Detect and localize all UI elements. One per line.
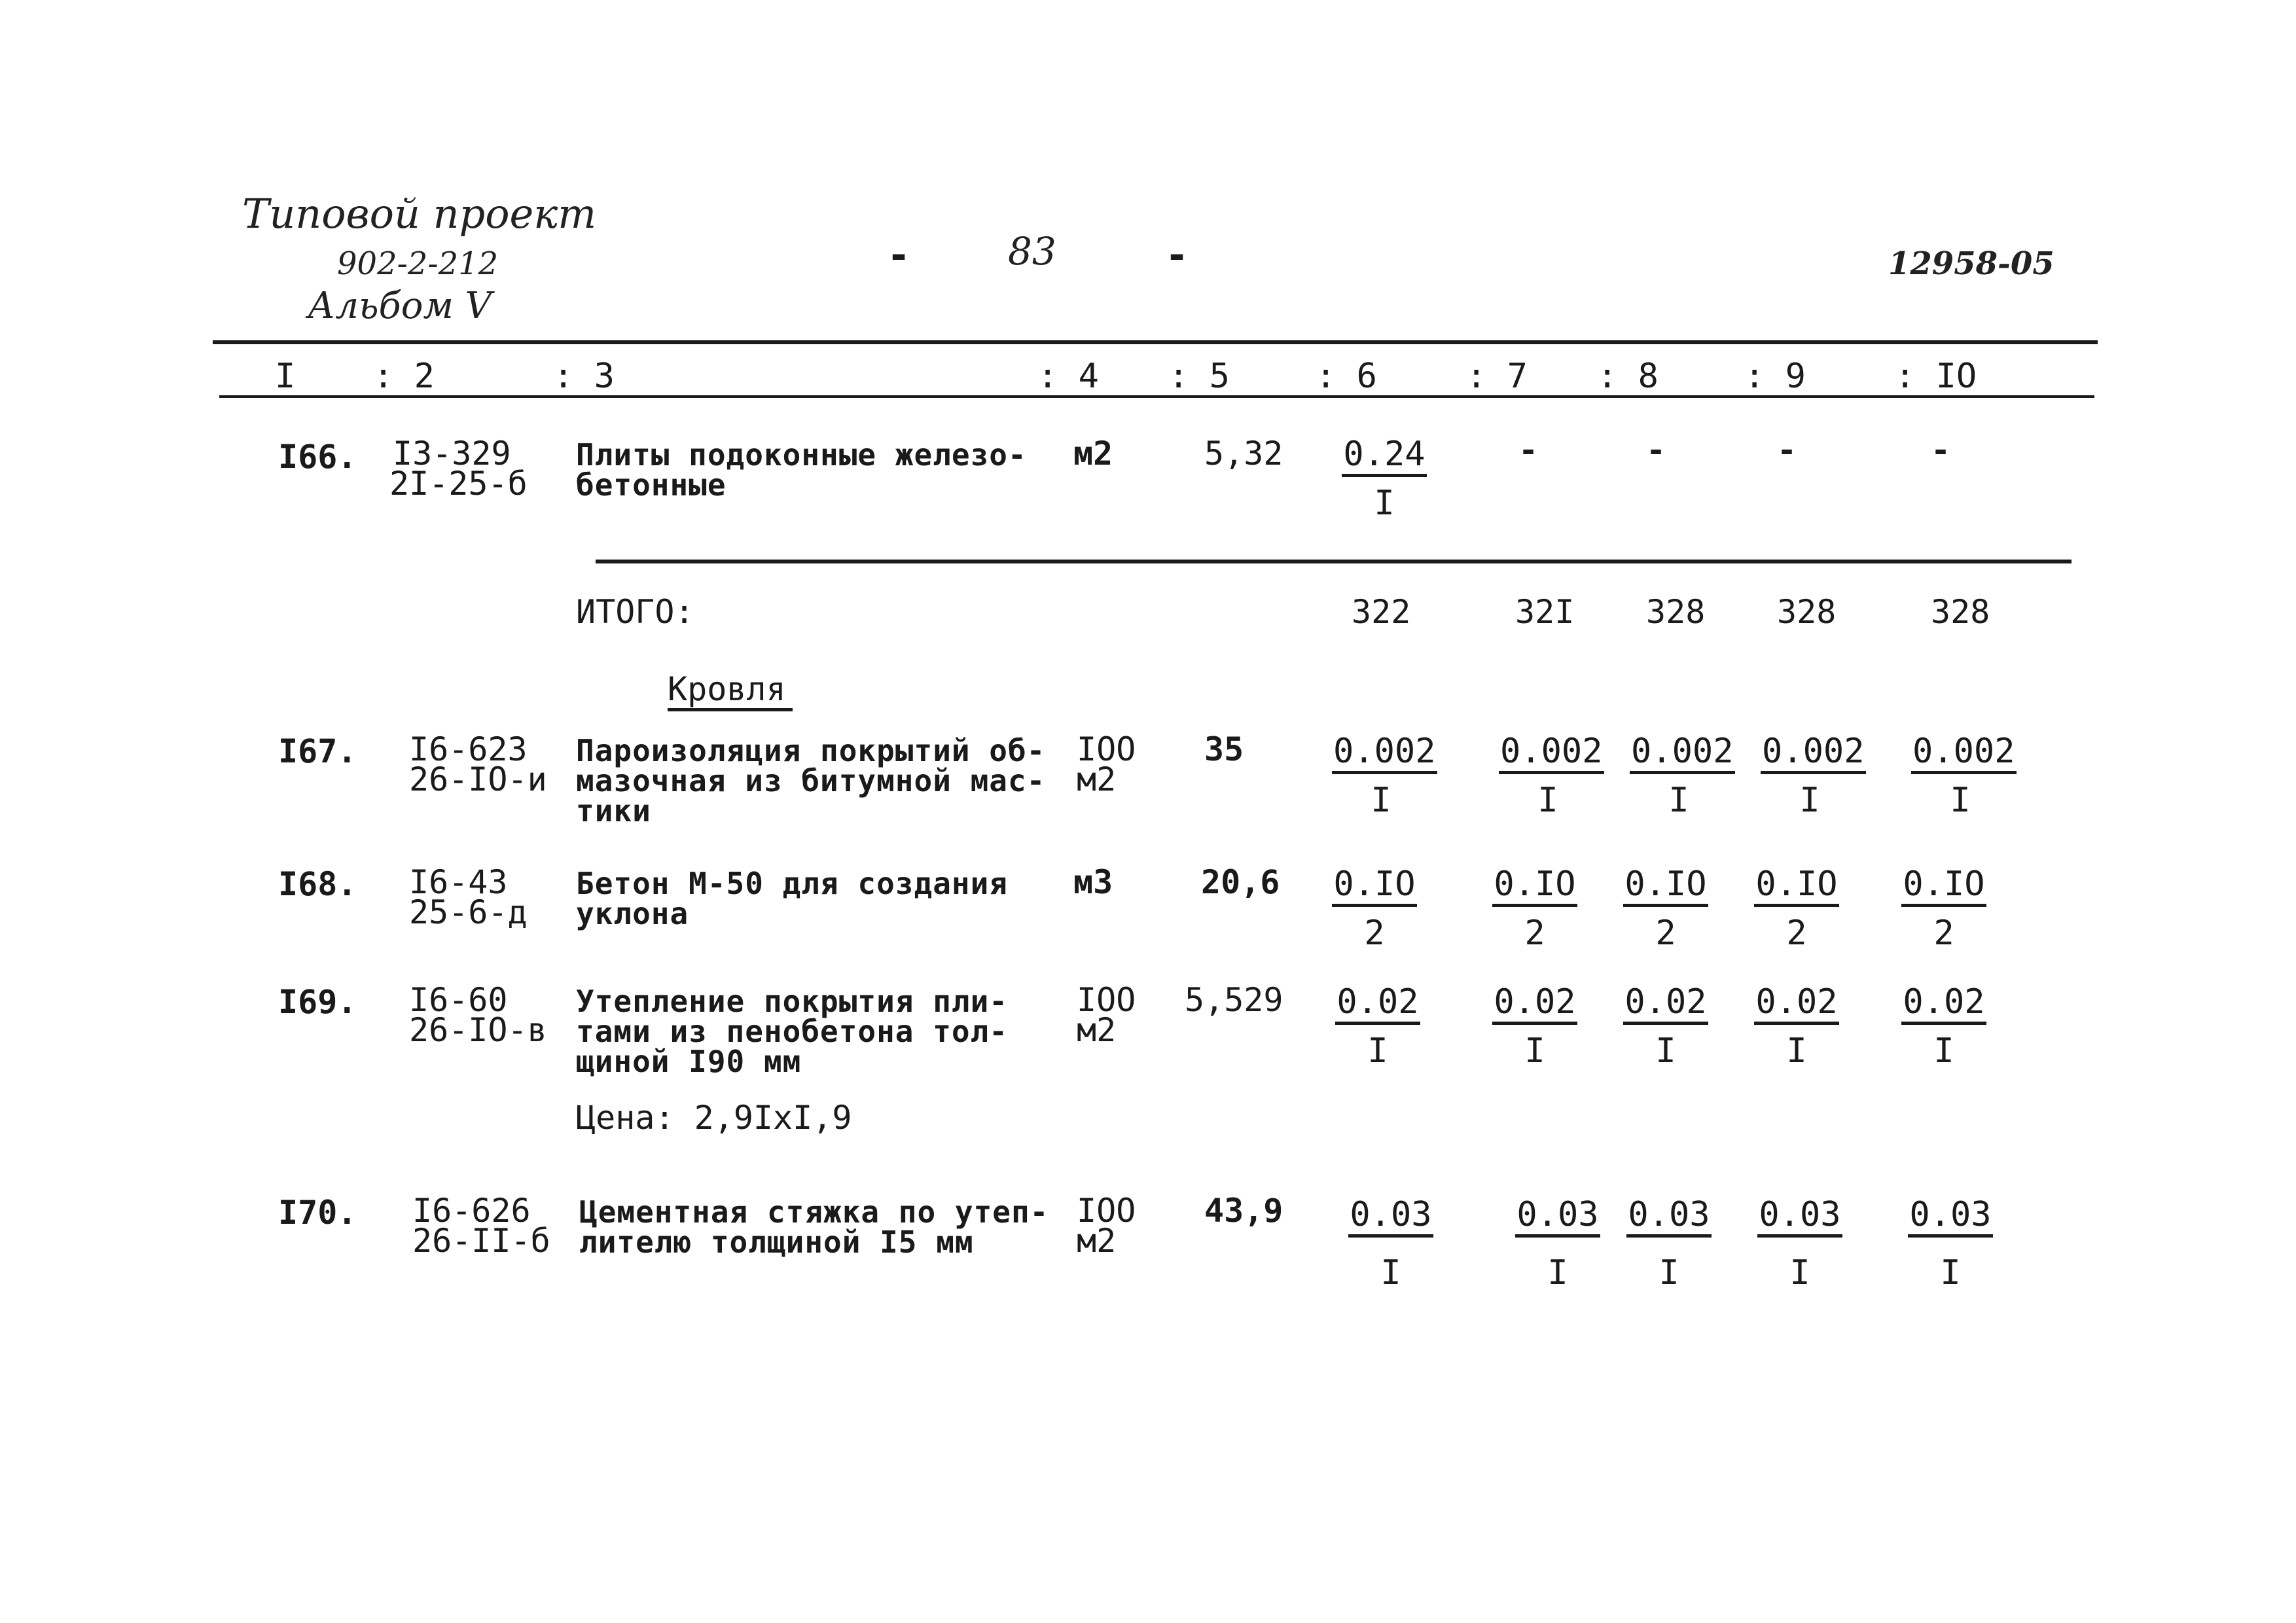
row-number: I66. xyxy=(278,438,357,476)
col-header-10: : IO xyxy=(1895,357,1977,396)
price-note: Цена: 2,9IxI,9 xyxy=(576,1099,852,1137)
row-description-line: Цементная стяжка по утеп- xyxy=(579,1194,1049,1230)
row-code-1: I6-43 xyxy=(409,863,508,901)
row-unit: м2 xyxy=(1073,435,1113,473)
header-bottom-rule xyxy=(219,395,2094,398)
row-fraction: $\frac{0.002}{I}$ xyxy=(1762,732,1865,820)
row-dash: - xyxy=(1646,431,1666,469)
row-fraction: $\frac{0.03}{I}$ xyxy=(1759,1195,1841,1293)
total-value: 328 xyxy=(1777,593,1837,631)
row-fraction: $\frac{0.002}{I}$ xyxy=(1333,732,1436,820)
row-code-2: 25-6-д xyxy=(409,893,528,931)
album-label: Альбом V xyxy=(308,285,492,327)
row-description-line: тами из пенобетона тол- xyxy=(576,1014,1008,1049)
row-description-line: лителю толщиной I5 мм xyxy=(579,1224,974,1260)
row-code-1: I3-329 xyxy=(393,435,511,473)
total-label: ИТОГО: xyxy=(576,593,694,631)
row-dash: - xyxy=(1931,431,1951,469)
row-fraction: $\frac{0.24}{I}$ xyxy=(1343,435,1426,523)
col-header-9: : 9 xyxy=(1744,357,1806,396)
row-description-line: Бетон М-50 для создания xyxy=(576,866,1008,901)
row-description-line: мазочная из битумной мас- xyxy=(576,763,1046,798)
row-code-2: 26-II-б xyxy=(412,1222,550,1260)
total-value: 322 xyxy=(1352,593,1411,631)
row-unit: IOO xyxy=(1077,981,1136,1019)
row-code-1: I6-626 xyxy=(412,1192,531,1230)
project-title: Типовой проект xyxy=(242,190,597,238)
row-fraction: $\frac{0.IO}{2}$ xyxy=(1333,865,1416,953)
row-quantity: 43,9 xyxy=(1204,1192,1283,1230)
row-unit: IOO xyxy=(1077,1192,1136,1230)
row-unit: м3 xyxy=(1073,863,1113,901)
row-fraction: $\frac{0.002}{I}$ xyxy=(1912,732,2015,820)
col-header-5: : 5 xyxy=(1168,357,1230,396)
row-fraction: $\frac{0.002}{I}$ xyxy=(1500,732,1603,820)
row-fraction: $\frac{0.02}{I}$ xyxy=(1624,982,1707,1071)
row-code-2: 2I-25-б xyxy=(389,465,528,503)
row-fraction: $\frac{0.03}{I}$ xyxy=(1909,1195,1992,1293)
row-unit: IOO xyxy=(1077,730,1136,768)
row-description-line: Утепление покрытия пли- xyxy=(576,984,1008,1019)
col-header-2: : 2 xyxy=(373,357,435,396)
row-description-line: тики xyxy=(576,793,651,829)
page-dash-left: - xyxy=(887,232,911,278)
row-unit: м2 xyxy=(1077,1011,1117,1049)
row-number: I68. xyxy=(278,865,357,903)
row-fraction: $\frac{0.02}{I}$ xyxy=(1755,982,1838,1071)
row-unit: м2 xyxy=(1077,1222,1117,1260)
total-separator-rule xyxy=(596,560,2072,563)
col-header-8: : 8 xyxy=(1597,357,1659,396)
row-fraction: $\frac{0.IO}{2}$ xyxy=(1903,865,1985,953)
row-description-line: Пароизоляция покрытий об- xyxy=(576,733,1046,768)
project-number: 902-2-212 xyxy=(337,245,499,282)
col-header-6: : 6 xyxy=(1316,357,1377,396)
row-fraction: $\frac{0.02}{I}$ xyxy=(1903,982,1985,1071)
page-dash-right: - xyxy=(1165,232,1189,278)
row-fraction: $\frac{0.IO}{2}$ xyxy=(1494,865,1576,953)
row-code-1: I6-623 xyxy=(409,730,528,768)
row-code-2: 26-IO-в xyxy=(409,1011,547,1049)
row-code-2: 26-IO-и xyxy=(409,760,547,798)
row-description-line: уклона xyxy=(576,896,689,931)
row-fraction: $\frac{0.03}{I}$ xyxy=(1516,1195,1599,1293)
col-header-1: I xyxy=(275,357,296,396)
row-fraction: $\frac{0.03}{I}$ xyxy=(1628,1195,1710,1293)
row-dash: - xyxy=(1518,431,1539,469)
row-number: I67. xyxy=(278,732,357,770)
row-quantity: 35 xyxy=(1204,730,1244,768)
col-header-4: : 4 xyxy=(1037,357,1099,396)
col-header-7: : 7 xyxy=(1466,357,1528,396)
row-unit: м2 xyxy=(1077,760,1117,798)
total-value: 328 xyxy=(1931,593,1990,631)
row-quantity: 20,6 xyxy=(1201,863,1280,901)
row-quantity: 5,529 xyxy=(1185,981,1283,1019)
row-fraction: $\frac{0.IO}{2}$ xyxy=(1624,865,1707,953)
row-fraction: $\frac{0.002}{I}$ xyxy=(1631,732,1734,820)
col-header-3: : 3 xyxy=(553,357,615,396)
row-number: I69. xyxy=(278,983,357,1021)
row-description-line: щиной I90 мм xyxy=(576,1044,802,1079)
row-fraction: $\frac{0.IO}{2}$ xyxy=(1755,865,1838,953)
row-fraction: $\frac{0.02}{I}$ xyxy=(1494,982,1576,1071)
document-code: 12958-05 xyxy=(1888,245,2054,282)
header-top-rule xyxy=(213,340,2098,344)
row-dash: - xyxy=(1777,431,1797,469)
page-number: 83 xyxy=(1008,229,1056,274)
row-number: I70. xyxy=(278,1194,357,1232)
row-quantity: 5,32 xyxy=(1204,435,1283,473)
total-value: 32I xyxy=(1515,593,1575,631)
section-title: Кровля xyxy=(668,674,793,711)
row-description-line: бетонные xyxy=(576,467,726,503)
total-value: 328 xyxy=(1646,593,1706,631)
row-fraction: $\frac{0.03}{I}$ xyxy=(1350,1195,1432,1293)
row-code-1: I6-60 xyxy=(409,981,508,1019)
row-description-line: Плиты подоконные железо- xyxy=(576,437,1027,473)
row-fraction: $\frac{0.02}{I}$ xyxy=(1336,982,1419,1071)
